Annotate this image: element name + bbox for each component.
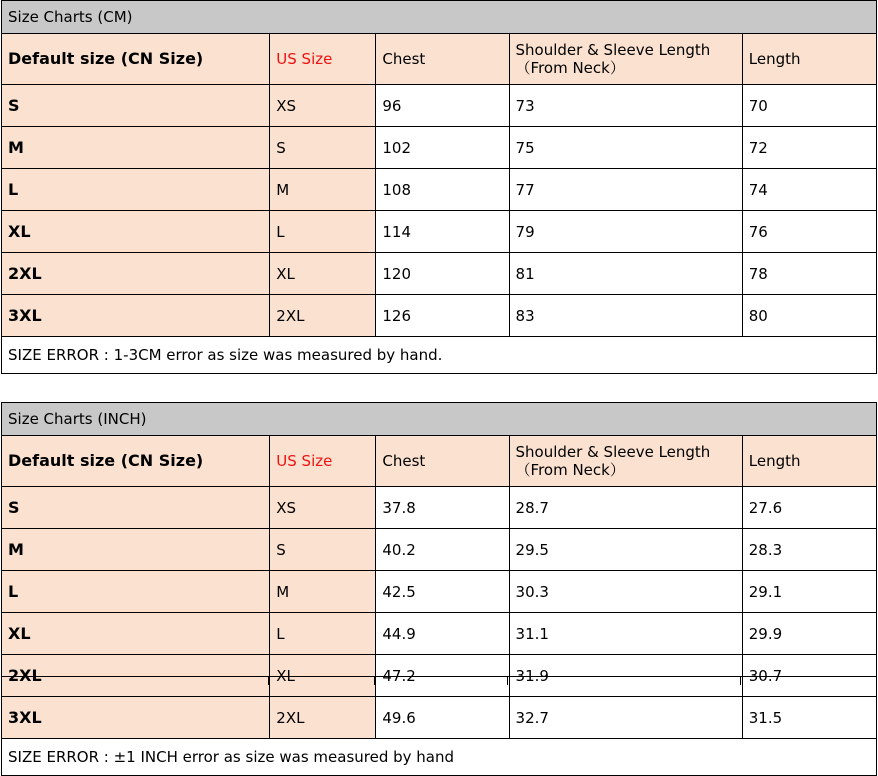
cell-cn-size: XL bbox=[2, 211, 270, 253]
cell-chest: 96 bbox=[376, 85, 509, 127]
cell-us-size: XS bbox=[270, 85, 376, 127]
cell-us-size: S bbox=[270, 529, 376, 571]
table-row bbox=[2, 127, 877, 169]
cell-shoulder-sleeve: 83 bbox=[509, 295, 742, 337]
table-row bbox=[2, 295, 877, 337]
header-shoulder-sleeve-line2: （From Neck） bbox=[515, 59, 625, 77]
cell-chest: 40.2 bbox=[376, 529, 509, 571]
chart-header-row bbox=[2, 436, 877, 487]
cell-length: 80 bbox=[742, 295, 876, 337]
table-row bbox=[2, 211, 877, 253]
table-row bbox=[2, 487, 877, 529]
table-row bbox=[2, 697, 877, 739]
cell-length: 76 bbox=[742, 211, 876, 253]
cell-cn-size: 2XL bbox=[2, 253, 270, 295]
table-row bbox=[2, 85, 877, 127]
size-error-note: SIZE ERROR : ±1 INCH error as size was measured by hand bbox=[2, 739, 877, 776]
cell-shoulder-sleeve: 28.7 bbox=[509, 487, 742, 529]
cell-us-size: XS bbox=[270, 487, 376, 529]
cell-shoulder-sleeve: 29.5 bbox=[509, 529, 742, 571]
chart-spacer bbox=[0, 374, 878, 402]
cell-us-size: L bbox=[270, 613, 376, 655]
cell-cn-size: S bbox=[2, 85, 270, 127]
cell-shoulder-sleeve: 32.7 bbox=[509, 697, 742, 739]
cell-us-size: L bbox=[270, 211, 376, 253]
cell-cn-size: L bbox=[2, 571, 270, 613]
header-default-size: Default size (CN Size) bbox=[2, 34, 270, 85]
size-error-note: SIZE ERROR : 1-3CM error as size was measured by hand. bbox=[2, 337, 877, 374]
cell-length: 31.5 bbox=[742, 697, 876, 739]
cell-cn-size: 3XL bbox=[2, 697, 270, 739]
cell-chest: 114 bbox=[376, 211, 509, 253]
table-row bbox=[2, 169, 877, 211]
cell-shoulder-sleeve: 77 bbox=[509, 169, 742, 211]
header-chest: Chest bbox=[376, 34, 509, 85]
cell-shoulder-sleeve: 73 bbox=[509, 85, 742, 127]
chart-header-row bbox=[2, 34, 877, 85]
cell-length: 28.3 bbox=[742, 529, 876, 571]
chart-title: Size Charts (CM) bbox=[2, 1, 877, 34]
table-row bbox=[2, 253, 877, 295]
cell-shoulder-sleeve: 30.3 bbox=[509, 571, 742, 613]
cell-cn-size: M bbox=[2, 529, 270, 571]
cell-length: 74 bbox=[742, 169, 876, 211]
cell-chest: 44.9 bbox=[376, 613, 509, 655]
cell-length: 30.7 bbox=[742, 655, 876, 697]
cell-shoulder-sleeve: 81 bbox=[509, 253, 742, 295]
cell-chest: 108 bbox=[376, 169, 509, 211]
cell-chest: 49.6 bbox=[376, 697, 509, 739]
cell-us-size: 2XL bbox=[270, 697, 376, 739]
cell-cn-size: M bbox=[2, 127, 270, 169]
cell-chest: 126 bbox=[376, 295, 509, 337]
cell-us-size: M bbox=[270, 571, 376, 613]
cell-chest: 102 bbox=[376, 127, 509, 169]
header-shoulder-sleeve-line1: Shoulder & Sleeve Length bbox=[515, 443, 711, 461]
header-default-size: Default size (CN Size) bbox=[2, 436, 270, 487]
cell-shoulder-sleeve: 75 bbox=[509, 127, 742, 169]
cell-cn-size: L bbox=[2, 169, 270, 211]
cell-us-size: XL bbox=[270, 253, 376, 295]
cell-chest: 42.5 bbox=[376, 571, 509, 613]
header-shoulder-sleeve bbox=[509, 34, 742, 85]
cell-cn-size: S bbox=[2, 487, 270, 529]
cell-cn-size: 2XL bbox=[2, 655, 270, 697]
cell-cn-size: XL bbox=[2, 613, 270, 655]
chart-title-row bbox=[2, 403, 877, 436]
size-error-note-row bbox=[2, 337, 877, 374]
cell-shoulder-sleeve: 31.9 bbox=[509, 655, 742, 697]
header-chest: Chest bbox=[376, 436, 509, 487]
cell-length: 29.1 bbox=[742, 571, 876, 613]
cell-us-size: XL bbox=[270, 655, 376, 697]
size-error-note-row bbox=[2, 739, 877, 776]
cell-us-size: 2XL bbox=[270, 295, 376, 337]
header-us-size: US Size bbox=[270, 436, 376, 487]
cell-length: 27.6 bbox=[742, 487, 876, 529]
chart-title: Size Charts (INCH) bbox=[2, 403, 877, 436]
cell-length: 78 bbox=[742, 253, 876, 295]
header-us-size: US Size bbox=[270, 34, 376, 85]
table-row bbox=[2, 571, 877, 613]
header-shoulder-sleeve-line1: Shoulder & Sleeve Length bbox=[515, 41, 711, 59]
header-length: Length bbox=[742, 34, 876, 85]
cell-length: 70 bbox=[742, 85, 876, 127]
cell-us-size: S bbox=[270, 127, 376, 169]
cell-us-size: M bbox=[270, 169, 376, 211]
cell-shoulder-sleeve: 79 bbox=[509, 211, 742, 253]
cell-shoulder-sleeve: 31.1 bbox=[509, 613, 742, 655]
header-shoulder-sleeve-line2: （From Neck） bbox=[515, 461, 625, 479]
header-shoulder-sleeve bbox=[509, 436, 742, 487]
cell-length: 29.9 bbox=[742, 613, 876, 655]
size-chart-cm bbox=[1, 0, 877, 374]
cell-cn-size: 3XL bbox=[2, 295, 270, 337]
cell-chest: 37.8 bbox=[376, 487, 509, 529]
cell-chest: 120 bbox=[376, 253, 509, 295]
table-bottom-edge bbox=[1, 676, 877, 684]
cell-length: 72 bbox=[742, 127, 876, 169]
chart-title-row bbox=[2, 1, 877, 34]
table-row bbox=[2, 529, 877, 571]
cell-chest: 47.2 bbox=[376, 655, 509, 697]
size-chart-inch bbox=[1, 402, 877, 776]
header-length: Length bbox=[742, 436, 876, 487]
table-row bbox=[2, 613, 877, 655]
